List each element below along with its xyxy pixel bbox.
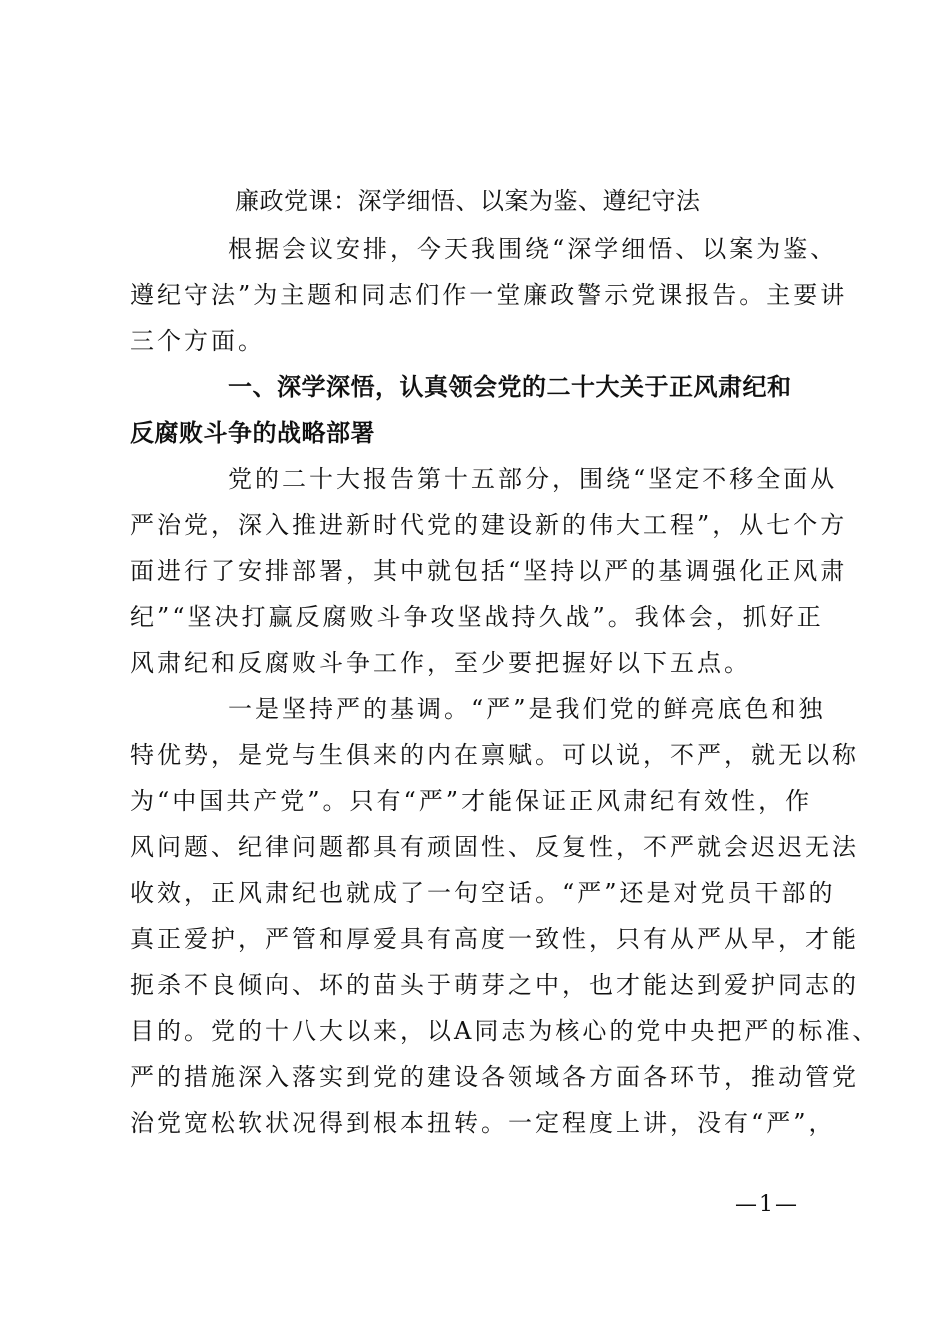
text-line: 一是坚持严的基调。“严”是我们党的鲜亮底色和独 — [228, 695, 826, 723]
heading-line: 反腐败斗争的战略部署 — [130, 419, 375, 447]
text-line: 真正爱护，严管和厚爱具有高度一致性，只有从严从早，才能 — [130, 925, 859, 953]
text-line: 为“中国共产党”。只有“严”才能保证正风肃纪有效性，作 — [130, 787, 813, 815]
section-heading-1 — [130, 364, 840, 456]
paragraph-1 — [130, 456, 848, 686]
text-line: 遵纪守法”为主题和同志们作一堂廉政警示党课报告。主要讲 — [130, 281, 848, 309]
text-line: 严治党，深入推进新时代党的建设新的伟大工程”，从七个方 — [130, 511, 848, 539]
text-line: 严的措施深入落实到党的建设各领域各方面各环节，推动管党 — [130, 1063, 859, 1091]
text-line: 特优势，是党与生俱来的内在禀赋。可以说，不严，就无以称 — [130, 741, 859, 769]
document-title: 廉政党课：深学细悟、以案为鉴、遵纪守法 — [235, 187, 701, 215]
text-line: 目的。党的十八大以来，以A同志为核心的党中央把严的标准、 — [130, 1017, 880, 1045]
text-line: 三个方面。 — [130, 327, 265, 355]
text-line: 党的二十大报告第十五部分，围绕“坚定不移全面从 — [228, 465, 838, 493]
text-line: 面进行了安排部署，其中就包括“坚持以严的基调强化正风肃 — [130, 557, 848, 585]
text-line: 纪”“坚决打赢反腐败斗争攻坚战持久战”。我体会，抓好正 — [130, 603, 824, 631]
heading-line: 一、深学深悟，认真领会党的二十大关于正风肃纪和 — [228, 373, 792, 401]
paragraph-2 — [130, 686, 880, 1146]
page-number: —1— — [735, 1192, 799, 1217]
intro-paragraph — [130, 226, 848, 364]
text-line: 收效，正风肃纪也就成了一句空话。“严”还是对党员干部的 — [130, 879, 836, 907]
text-line: 根据会议安排，今天我围绕“深学细悟、以案为鉴、 — [228, 235, 838, 263]
text-line: 治党宽松软状况得到根本扭转。一定程度上讲，没有“严”， — [130, 1109, 836, 1137]
text-line: 风肃纪和反腐败斗争工作，至少要把握好以下五点。 — [130, 649, 751, 677]
text-line: 风问题、纪律问题都具有顽固性、反复性，不严就会迟迟无法 — [130, 833, 859, 861]
text-line: 扼杀不良倾向、坏的苗头于萌芽之中，也才能达到爱护同志的 — [130, 971, 859, 999]
